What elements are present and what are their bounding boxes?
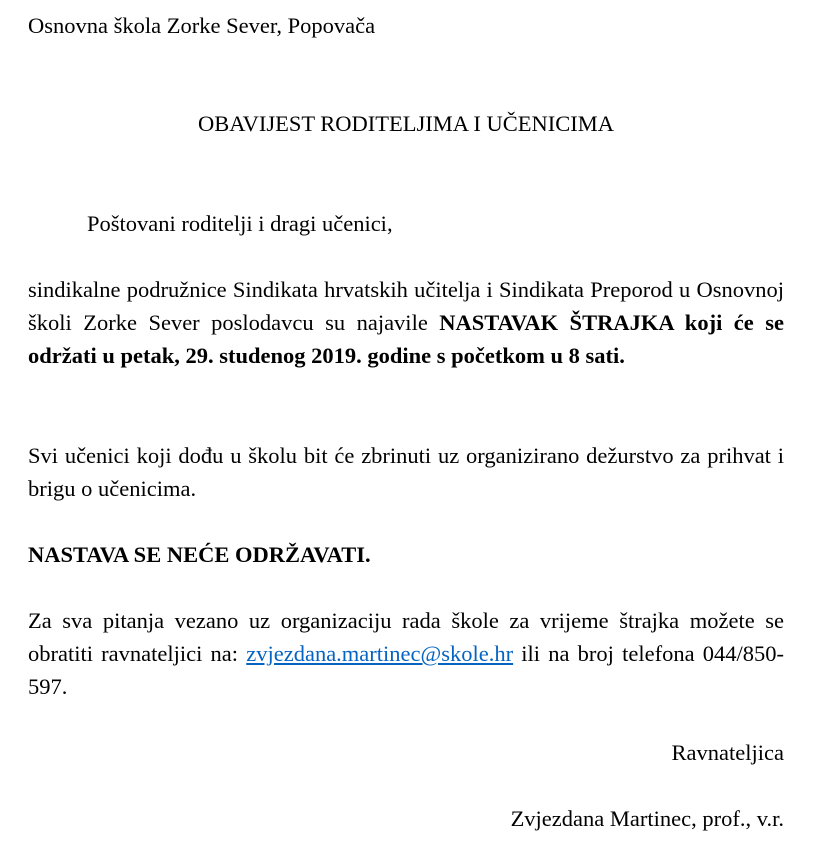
document-title: OBAVIJEST RODITELJIMA I UČENICIMA <box>197 111 615 136</box>
strike-details: NASTAVAK ŠTRAJKA koji će se održati u petak, 29. studenog 2019. godine s početkom u 8 sati. <box>28 310 784 368</box>
signature-name: Zvjezdana Martinec, prof., v.r. <box>510 806 784 831</box>
no-classes-notice: NASTAVA SE NEĆE ODRŽAVATI. <box>28 542 371 567</box>
greeting: Poštovani roditelji i dragi učenici, <box>87 211 393 236</box>
supervision-paragraph: Svi učenici koji dođu u školu bit će zbrinuti uz organizirano dežurstvo za prihvat i brigu o učenicima. <box>28 443 784 501</box>
school-name: Osnovna škola Zorke Sever, Popovača <box>28 13 376 38</box>
strike-announcement-paragraph <box>28 273 784 372</box>
contact-phone: ili na broj telefona 044/850-597. <box>28 641 784 699</box>
principal-email-link[interactable]: zvjezdana.martinec@skole.hr <box>246 641 514 666</box>
signature-role: Ravnateljica <box>671 740 784 765</box>
contact-intro: Za sva pitanja vezano uz organizaciju rada škole za vrijeme štrajka možete se obratiti ravnateljici na: <box>28 608 784 666</box>
announcement-text: sindikalne podružnice Sindikata hrvatskih učitelja i Sindikata Preporod u Osnovnoj školi Zorke Sever poslodavcu su najavile <box>28 277 784 335</box>
contact-paragraph <box>28 604 784 703</box>
